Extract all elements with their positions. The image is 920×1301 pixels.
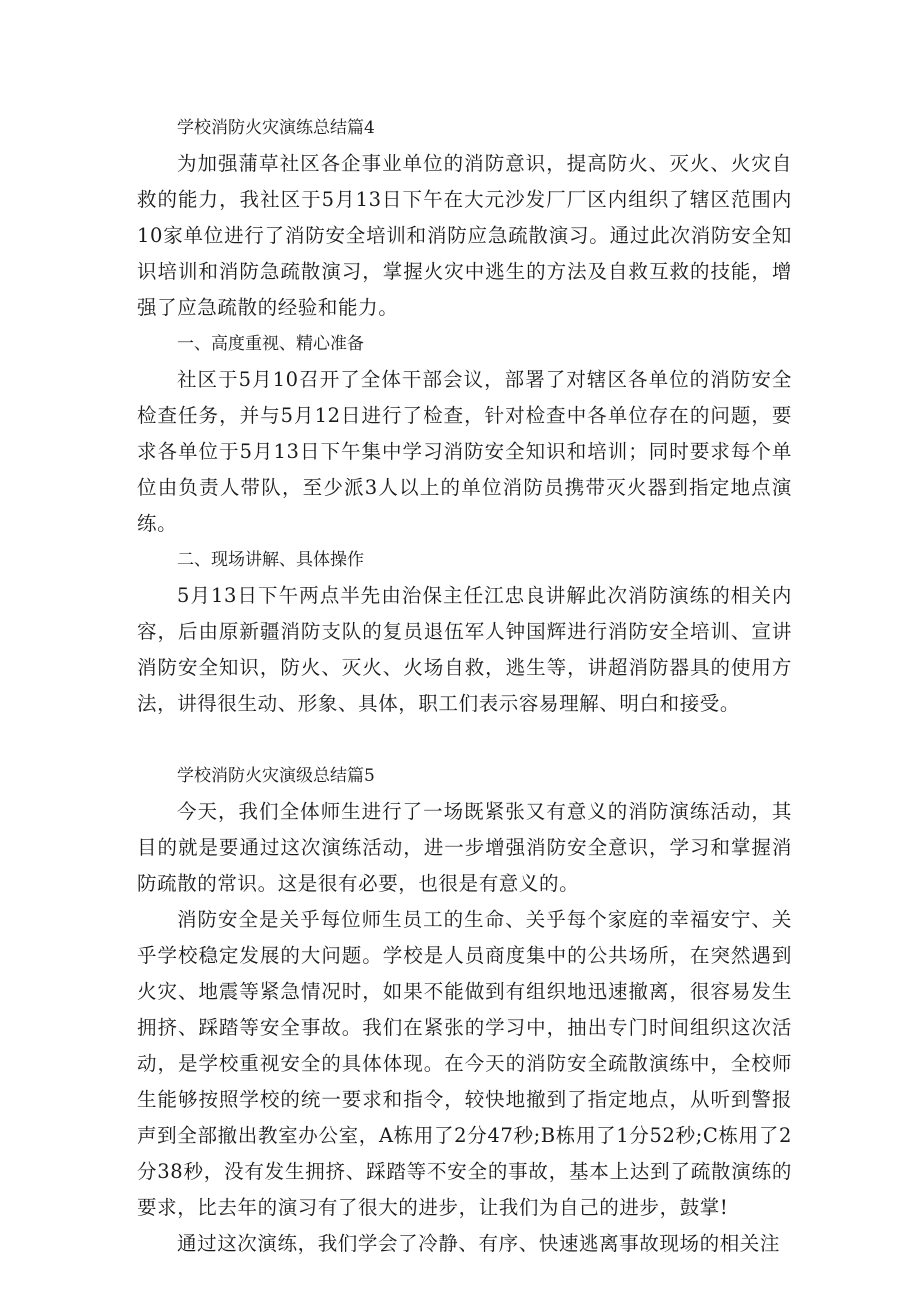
paragraph: 为加强蒲草社区各企事业单位的消防意识，提高防火、灭火、火灾自救的能力，我社区于5月13日下午在大元沙发厂厂区内组织了辖区范围内10家单位进行了消防安全培训和消防应急疏散演习。通过此次消防安全知识培训和消防急疏散演习，掌握火灾中逃生的方法及自救互救的技能，增强了应急疏散的经验和能力。 — [137, 152, 792, 319]
paragraph: 社区于5月10召开了全体干部会议，部署了对辖区各单位的消防安全检查任务，并与5月12日进行了检查，针对检查中各单位存在的问题，要求各单位于5月13日下午集中学习消防安全知识和培训；同时要求每个单位由负责人带队，至少派3人以上的单位消防员携带灭火器到指定地点演练。 — [137, 368, 792, 535]
section-title: 学校消防火灾演级总结篇5 — [177, 766, 375, 786]
section-4 — [137, 110, 792, 722]
paragraph: 5月13日下午两点半先由治保主任江忠良讲解此次消防演练的相关内容，后由原新疆消防支队的复员退伍军人钟国辉进行消防安全培训、宣讲消防安全知识，防火、灭火、火场自救，逃生等，讲超消防器具的使用方法，讲得很生动、形象、具体，职工们表示容易理解、明白和接受。 — [137, 584, 792, 715]
paragraph: 通过这次演练，我们学会了冷静、有序、快速逃离事故现场的相关注 — [177, 1232, 781, 1255]
document-body — [137, 110, 792, 1262]
subheading: 一、高度重视、精心准备 — [177, 334, 364, 354]
paragraph: 消防安全是关乎每位师生员工的生命、关乎每个家庭的幸福安宁、关乎学校稳定发展的大问题。学校是人员商度集中的公共场所，在突然遇到火灾、地震等紧急情况时，如果不能做到有组织地迅速撤离，很容易发生拥挤、踩踏等安全事故。我们在紧张的学习中，抽出专门时间组织这次活动，是学校重视安全的具体体现。在今天的消防安全疏散演练中，全校师生能够按照学校的统一要求和指令，较快地撤到了指定地点，从听到警报声到全部撤出教室办公室，A栋用了2分47秒;B栋用了1分52秒;C栋用了2分38秒，没有发生拥挤、踩踏等不安全的事故，基本上达到了疏散演练的要求，比去年的演习有了很大的进步，让我们为自己的进步，鼓掌! — [137, 908, 792, 1219]
section-title: 学校消防火灾演练总结篇4 — [177, 118, 375, 138]
paragraph: 今天，我们全体师生进行了一场既紧张又有意义的消防演练活动，其目的就是要通过这次演练活动，进一步增强消防安全意识，学习和掌握消防疏散的常识。这是很有必要，也很是有意义的。 — [137, 800, 792, 895]
section-5 — [137, 758, 792, 1262]
section-spacer — [137, 722, 792, 758]
subheading: 二、现场讲解、具体操作 — [177, 550, 364, 570]
